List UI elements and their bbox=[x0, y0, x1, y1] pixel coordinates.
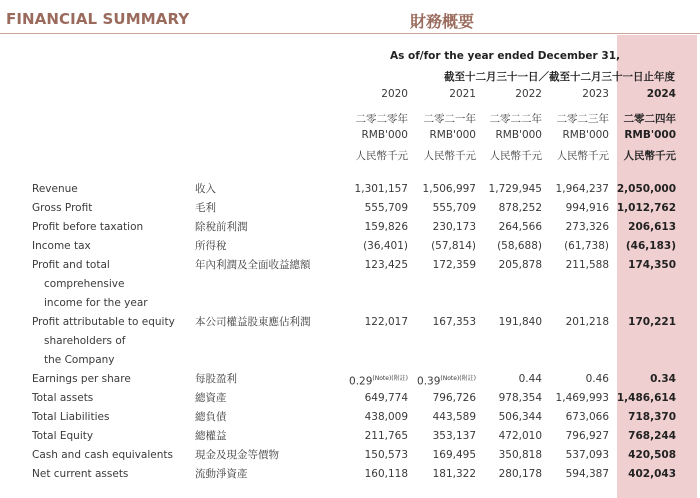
table-cell: 673,066 bbox=[565, 411, 609, 423]
table-cell: 594,387 bbox=[565, 468, 609, 480]
table-cell: 170,221 bbox=[628, 316, 676, 328]
table-cell: 649,774 bbox=[364, 392, 408, 404]
table-cell: 169,495 bbox=[432, 449, 476, 461]
table-cell: 230,173 bbox=[432, 221, 476, 233]
unit-header-zh: 人民幣千元 bbox=[623, 150, 676, 162]
table-cell: 768,244 bbox=[628, 430, 676, 442]
table-cell: (58,688) bbox=[497, 240, 542, 252]
unit-header-zh: 人民幣千元 bbox=[355, 150, 408, 162]
row-label: the Company bbox=[44, 354, 115, 366]
year-header-zh: 二零二三年 bbox=[556, 113, 609, 125]
table-cell: 159,826 bbox=[364, 221, 408, 233]
unit-header: RMB'000 bbox=[495, 129, 542, 141]
year-header-zh: 二零二二年 bbox=[489, 113, 542, 125]
table-cell: 438,009 bbox=[364, 411, 408, 423]
period-label-zh: 截至十二月三十一日／截至十二月三十一日止年度 bbox=[444, 71, 675, 83]
unit-header-zh: 人民幣千元 bbox=[489, 150, 542, 162]
table-cell: 150,573 bbox=[364, 449, 408, 461]
table-cell: 211,588 bbox=[565, 259, 609, 271]
row-label-zh: 除稅前利潤 bbox=[195, 221, 248, 233]
table-cell: 174,350 bbox=[628, 259, 676, 271]
table-cell: 443,589 bbox=[432, 411, 476, 423]
row-label: income for the year bbox=[44, 297, 148, 309]
table-cell: 350,818 bbox=[498, 449, 542, 461]
row-label: Total Equity bbox=[32, 430, 94, 442]
year-header: 2022 bbox=[515, 88, 542, 100]
row-label-zh: 本公司權益股東應佔利潤 bbox=[195, 316, 311, 328]
period-label-en: As of/for the year ended December 31, bbox=[389, 50, 620, 62]
page-title-chinese: 財務概要 bbox=[410, 12, 475, 31]
table-cell: 555,709 bbox=[364, 202, 408, 214]
table-cell: (57,814) bbox=[431, 240, 476, 252]
unit-header-zh: 人民幣千元 bbox=[556, 150, 609, 162]
table-cell: 264,566 bbox=[498, 221, 542, 233]
row-label: Cash and cash equivalents bbox=[32, 449, 173, 461]
table-cell: 796,927 bbox=[565, 430, 609, 442]
table-cell: 506,344 bbox=[498, 411, 542, 423]
table-cell: 353,137 bbox=[432, 430, 476, 442]
row-label: Gross Profit bbox=[32, 202, 93, 214]
table-cell: 2,050,000 bbox=[616, 183, 676, 195]
table-cell: 878,252 bbox=[498, 202, 542, 214]
table-cell: 1,486,614 bbox=[616, 392, 676, 404]
table-cell: 123,425 bbox=[364, 259, 408, 271]
unit-header: RMB'000 bbox=[562, 129, 609, 141]
row-label-zh: 總資產 bbox=[195, 392, 227, 404]
row-label-zh: 總負債 bbox=[195, 411, 227, 423]
title-divider bbox=[0, 33, 700, 34]
table-cell: 0.46 bbox=[585, 373, 609, 385]
table-cell: 160,118 bbox=[364, 468, 408, 480]
row-label: Profit and total bbox=[32, 259, 110, 271]
table-cell: 273,326 bbox=[565, 221, 609, 233]
table-cell: 1,506,997 bbox=[422, 183, 476, 195]
year-header: 2024 bbox=[646, 88, 676, 100]
row-label: Profit attributable to equity bbox=[32, 316, 175, 328]
table-cell: 191,840 bbox=[498, 316, 542, 328]
table-cell: 537,093 bbox=[565, 449, 609, 461]
year-header: 2023 bbox=[582, 88, 609, 100]
table-cell: 1,469,993 bbox=[555, 392, 609, 404]
row-label-zh: 總權益 bbox=[195, 430, 227, 442]
table-cell: 978,354 bbox=[498, 392, 542, 404]
table-cell: (46,183) bbox=[625, 240, 676, 252]
row-label: comprehensive bbox=[44, 278, 125, 290]
table-cell: 1,729,945 bbox=[488, 183, 542, 195]
table-cell: (61,738) bbox=[564, 240, 609, 252]
row-label: Net current assets bbox=[32, 468, 129, 480]
table-cell: 402,043 bbox=[628, 468, 676, 480]
unit-header-zh: 人民幣千元 bbox=[423, 150, 476, 162]
row-label-zh: 現金及現金等價物 bbox=[195, 449, 279, 461]
table-cell: 555,709 bbox=[432, 202, 476, 214]
table-cell: 472,010 bbox=[498, 430, 542, 442]
table-cell: $0.39^{(Note)(附註)}$ bbox=[417, 375, 476, 388]
unit-header: RMB'000 bbox=[624, 129, 676, 141]
unit-header: RMB'000 bbox=[361, 129, 408, 141]
row-label-zh: 流動淨資產 bbox=[195, 468, 248, 480]
row-label: Revenue bbox=[32, 183, 78, 195]
table-cell: 122,017 bbox=[364, 316, 408, 328]
table-cell: 181,322 bbox=[432, 468, 476, 480]
table-cell: 0.34 bbox=[650, 373, 676, 385]
table-cell: 167,353 bbox=[432, 316, 476, 328]
page-title: FINANCIAL SUMMARY bbox=[6, 10, 190, 28]
row-label-zh: 毛利 bbox=[195, 202, 216, 214]
table-cell: 420,508 bbox=[628, 449, 676, 461]
row-label: shareholders of bbox=[44, 335, 126, 347]
year-header-zh: 二零二四年 bbox=[623, 113, 676, 125]
table-cell: 280,178 bbox=[498, 468, 542, 480]
table-cell: 206,613 bbox=[628, 221, 676, 233]
table-cell: 211,765 bbox=[364, 430, 408, 442]
row-label: Earnings per share bbox=[32, 373, 131, 385]
footnote-marker: (Note)(附註) bbox=[372, 375, 408, 382]
table-cell: 994,916 bbox=[565, 202, 609, 214]
row-label: Profit before taxation bbox=[32, 221, 144, 233]
row-label-zh: 收入 bbox=[195, 183, 216, 195]
unit-header: RMB'000 bbox=[429, 129, 476, 141]
year-header: 2020 bbox=[381, 88, 408, 100]
table-cell: 172,359 bbox=[432, 259, 476, 271]
table-cell: 718,370 bbox=[628, 411, 676, 423]
row-label-zh: 年內利潤及全面收益總額 bbox=[195, 259, 311, 271]
table-cell: $0.29^{(Note)(附註)}$ bbox=[349, 375, 408, 388]
table-cell: 796,726 bbox=[432, 392, 476, 404]
table-cell: 1,301,157 bbox=[354, 183, 408, 195]
table-cell: 201,218 bbox=[565, 316, 609, 328]
table-cell: 1,964,237 bbox=[555, 183, 609, 195]
year-header-zh: 二零二零年 bbox=[355, 113, 408, 125]
table-cell: 205,878 bbox=[498, 259, 542, 271]
table-cell: 1,012,762 bbox=[616, 202, 676, 214]
footnote-marker: (Note)(附註) bbox=[440, 375, 476, 382]
row-label: Total Liabilities bbox=[32, 411, 110, 423]
table-cell: 0.44 bbox=[518, 373, 542, 385]
table-cell: (36,401) bbox=[363, 240, 408, 252]
row-label-zh: 所得稅 bbox=[195, 240, 227, 252]
row-label-zh: 每股盈利 bbox=[195, 373, 237, 385]
row-label: Income tax bbox=[32, 240, 91, 252]
year-header: 2021 bbox=[449, 88, 476, 100]
row-label: Total assets bbox=[32, 392, 94, 404]
year-header-zh: 二零二一年 bbox=[423, 113, 476, 125]
